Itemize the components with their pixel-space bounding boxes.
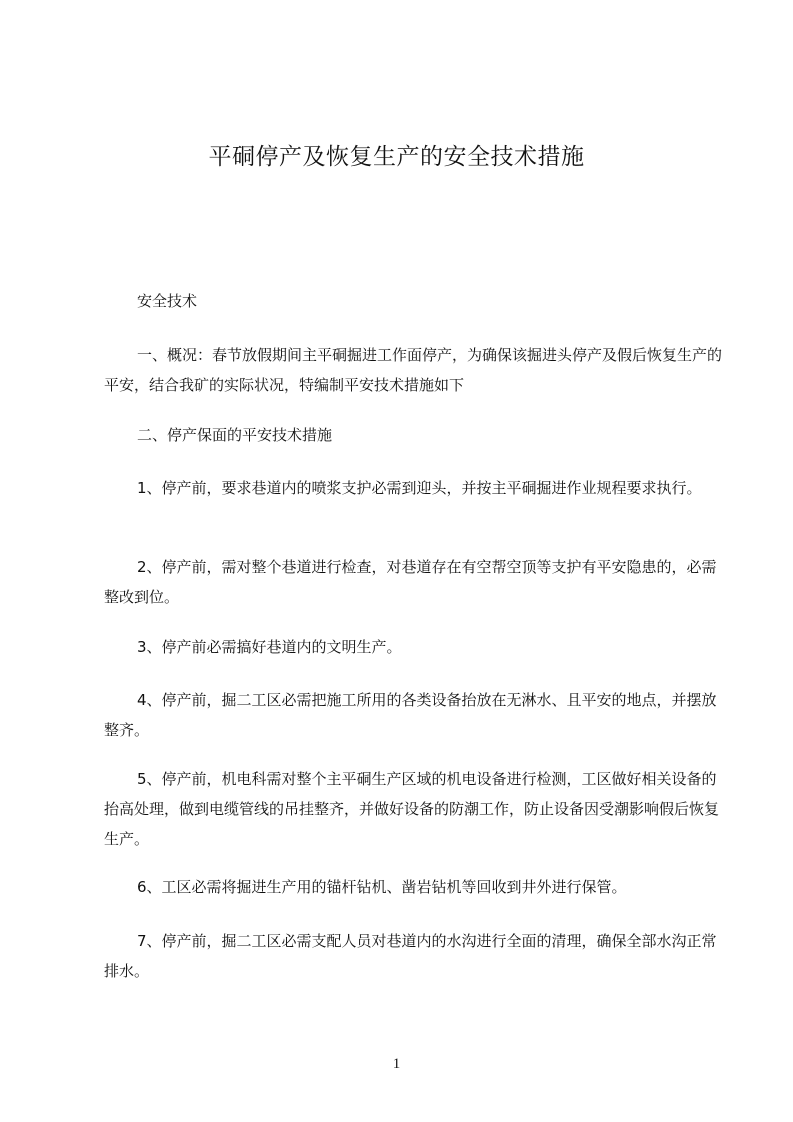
paragraph-item-3: 3、停产前必需搞好巷道内的文明生产。 bbox=[137, 638, 402, 656]
paragraph-item-4: 4、停产前，掘二工区必需把施工所用的各类设备抬放在无淋水、且平安的地点，并摆放整齐。 bbox=[104, 691, 717, 739]
paragraph-section-two-heading: 二、停产保面的平安技术措施 bbox=[137, 426, 333, 444]
paragraph-item-7: 7、停产前，掘二工区必需支配人员对巷道内的水沟进行全面的清理，确保全部水沟正常排水。 bbox=[104, 932, 717, 980]
paragraph-item-6: 6、工区必需将掘进生产用的锚杆钻机、凿岩钻机等回收到井外进行保管。 bbox=[137, 878, 627, 896]
section-heading: 安全技术 bbox=[137, 292, 198, 310]
paragraph-item-2: 2、停产前，需对整个巷道进行检查，对巷道存在有空帮空顶等支护有平安隐患的，必需整改到位。 bbox=[104, 558, 717, 606]
document-title: 平硐停产及恢复生产的安全技术措施 bbox=[208, 144, 585, 170]
paragraph-item-1: 1、停产前，要求巷道内的喷浆支护必需到迎头，并按主平硐掘进作业规程要求执行。 bbox=[137, 479, 702, 497]
paragraph-item-5: 5、停产前，机电科需对整个主平硐生产区域的机电设备进行检测，工区做好相关设备的抬高处理，做到电缆管线的吊挂整齐，并做好设备的防潮工作，防止设备因受潮影响假后恢复生产。 bbox=[104, 770, 720, 848]
paragraph-overview: 一、概况：春节放假期间主平硐掘进工作面停产，为确保该掘进头停产及假后恢复生产的平安，结合我矿的实际状况，特编制平安技术措施如下 bbox=[104, 346, 723, 394]
page-number: 1 bbox=[392, 1056, 401, 1072]
